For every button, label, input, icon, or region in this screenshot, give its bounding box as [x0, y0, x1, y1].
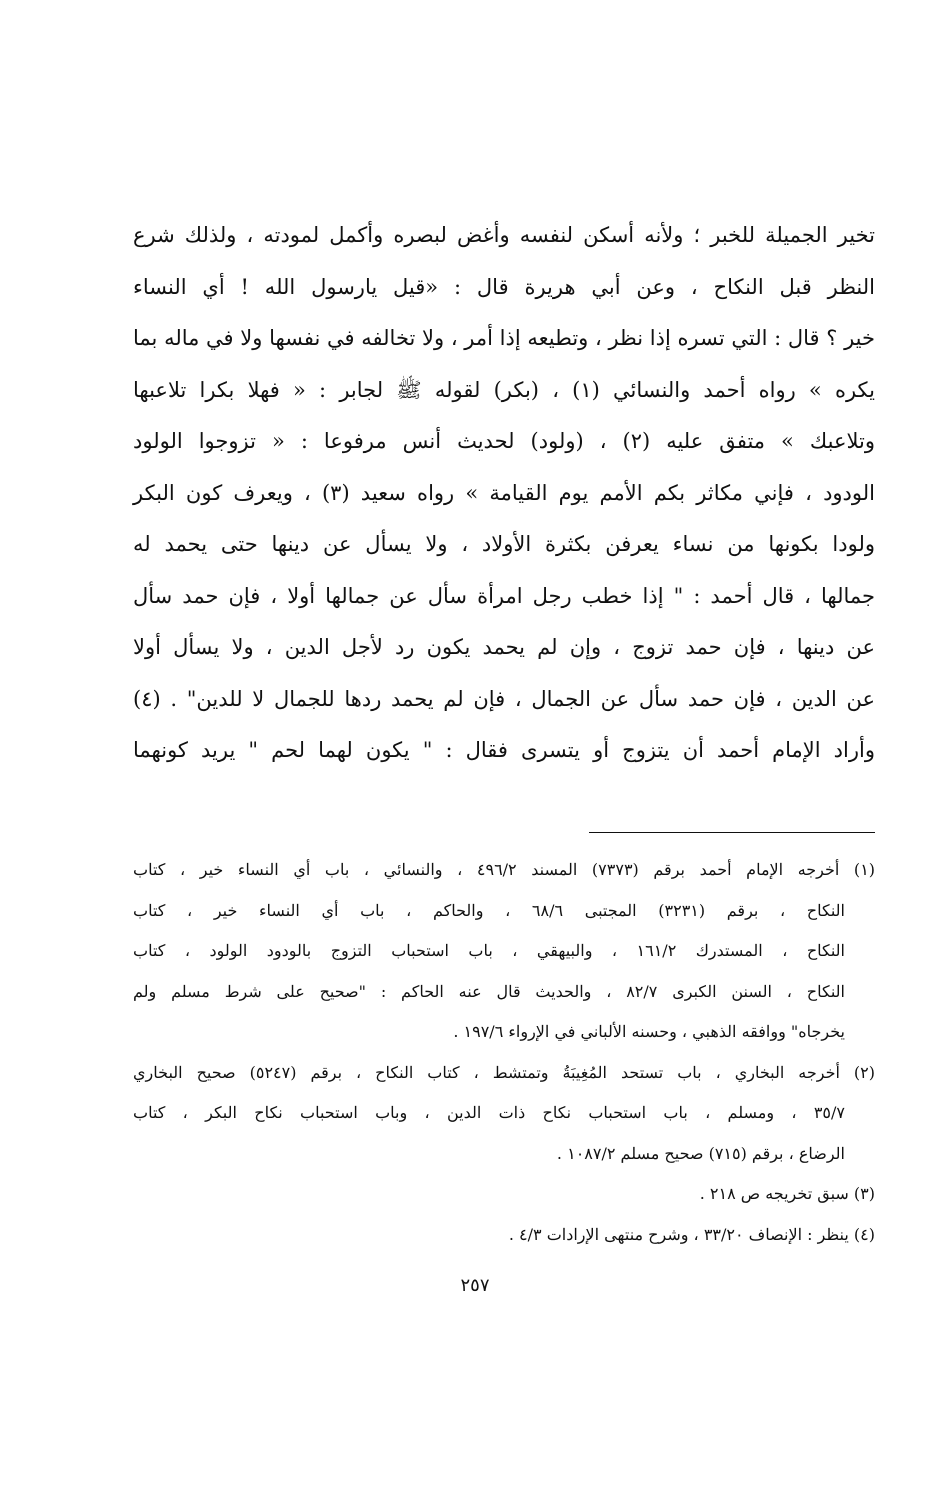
text-line: النظر قبل النكاح ، وعن أبي هريرة قال : «قيل يارسول الله ! أي النساء — [133, 274, 875, 299]
footnote-line: (٤) ينظر : الإنصاف ٣٣/٢٠ ، وشرح منتهى الإرادات ٤/٣ . — [508, 1224, 875, 1244]
text-line: خير ؟ قال : التي تسره إذا نظر ، وتطيعه إذا أمر ، ولا تخالفه في نفسها ولا في ماله بما — [133, 326, 875, 350]
footnote-line: يخرجاه" ووافقه الذهبي ، وحسنه الألباني في الإرواء ١٩٧/٦ . — [453, 1022, 845, 1041]
footnote-line: النكاح ، برقم (٣٢٣١) المجتبى ٦٨/٦ ، والحاكم ، باب أي النساء خير ، كتاب — [133, 900, 845, 920]
footnote-line: النكاح ، المستدرك ١٦١/٢ ، والبيهقي ، باب استحباب التزوج بالودود الولود ، كتاب — [133, 941, 846, 960]
footnote-line: ٣٥/٧ ، ومسلم ، باب استحباب نكاح ذات الدين ، وباب استحباب نكاح البكر ، كتاب — [133, 1103, 845, 1122]
footnote-4 — [133, 1215, 875, 1256]
text-line: يكره » رواه أحمد والنسائي (١) ، (بكر) لقوله ﷺ لجابر : « فهلا بكرا تلاعبها — [133, 377, 875, 402]
footnote-1 — [133, 850, 875, 1053]
text-line: وأراد الإمام أحمد أن يتزوج أو يتسرى فقال : " يكون لهما لحم " يريد كونهما — [133, 738, 875, 762]
text-line: وتلاعبك » متفق عليه (٢) ، (ولود) لحديث أنس مرفوعا : « تزوجوا الولود — [133, 429, 876, 453]
text-line: الودود ، فإني مكاثر بكم الأمم يوم القيامة » رواه سعيد (٣) ، ويعرف كون البكر — [133, 480, 875, 505]
footnote-3 — [133, 1174, 875, 1215]
footnote-separator — [589, 832, 875, 833]
footnotes — [133, 850, 875, 1255]
footnote-line: (٣) سبق تخريجه ص ٢١٨ . — [699, 1184, 875, 1203]
main-text — [133, 210, 875, 777]
text-line: تخير الجميلة للخبر ؛ ولأنه أسكن لنفسه وأغض لبصره وأكمل لمودته ، ولذلك شرع — [133, 223, 875, 247]
footnote-2 — [133, 1053, 875, 1175]
footnote-line: الرضاع ، برقم (٧١٥) صحيح مسلم ١٠٨٧/٢ . — [556, 1143, 845, 1163]
footnote-line: (٢) أخرجه البخاري ، باب تستحد المُغِيبَةُ وتمتشط ، كتاب النكاح ، برقم (٥٢٤٧) صحيح البخاري — [133, 1062, 875, 1082]
page-number: ٢٥٧ — [460, 1275, 490, 1296]
text-line: ولودا بكونها من نساء يعرفن بكثرة الأولاد ، ولا يسأل عن دينها حتى يحمد له — [133, 532, 875, 556]
text-line: عن الدين ، فإن حمد سأل عن الجمال ، فإن لم يحمد ردها للجمال لا للدين" . (٤) — [133, 686, 875, 711]
text-line: جمالها ، قال أحمد : " إذا خطب رجل امرأة سأل عن جمالها أولا ، فإن حمد سأل — [133, 583, 875, 608]
footnote-line: النكاح ، السنن الكبرى ٨٢/٧ ، والحديث قال عنه الحاكم : "صحيح على شرط مسلم ولم — [133, 981, 845, 1001]
footnote-line: (١) أخرجه الإمام أحمد برقم (٧٣٧٣) المسند ٤٩٦/٢ ، والنسائي ، باب أي النساء خير ، كتاب — [133, 860, 876, 879]
text-line: عن دينها ، فإن حمد تزوج ، وإن لم يحمد يكون رد لأجل الدين ، ولا يسأل أولا — [133, 635, 875, 659]
